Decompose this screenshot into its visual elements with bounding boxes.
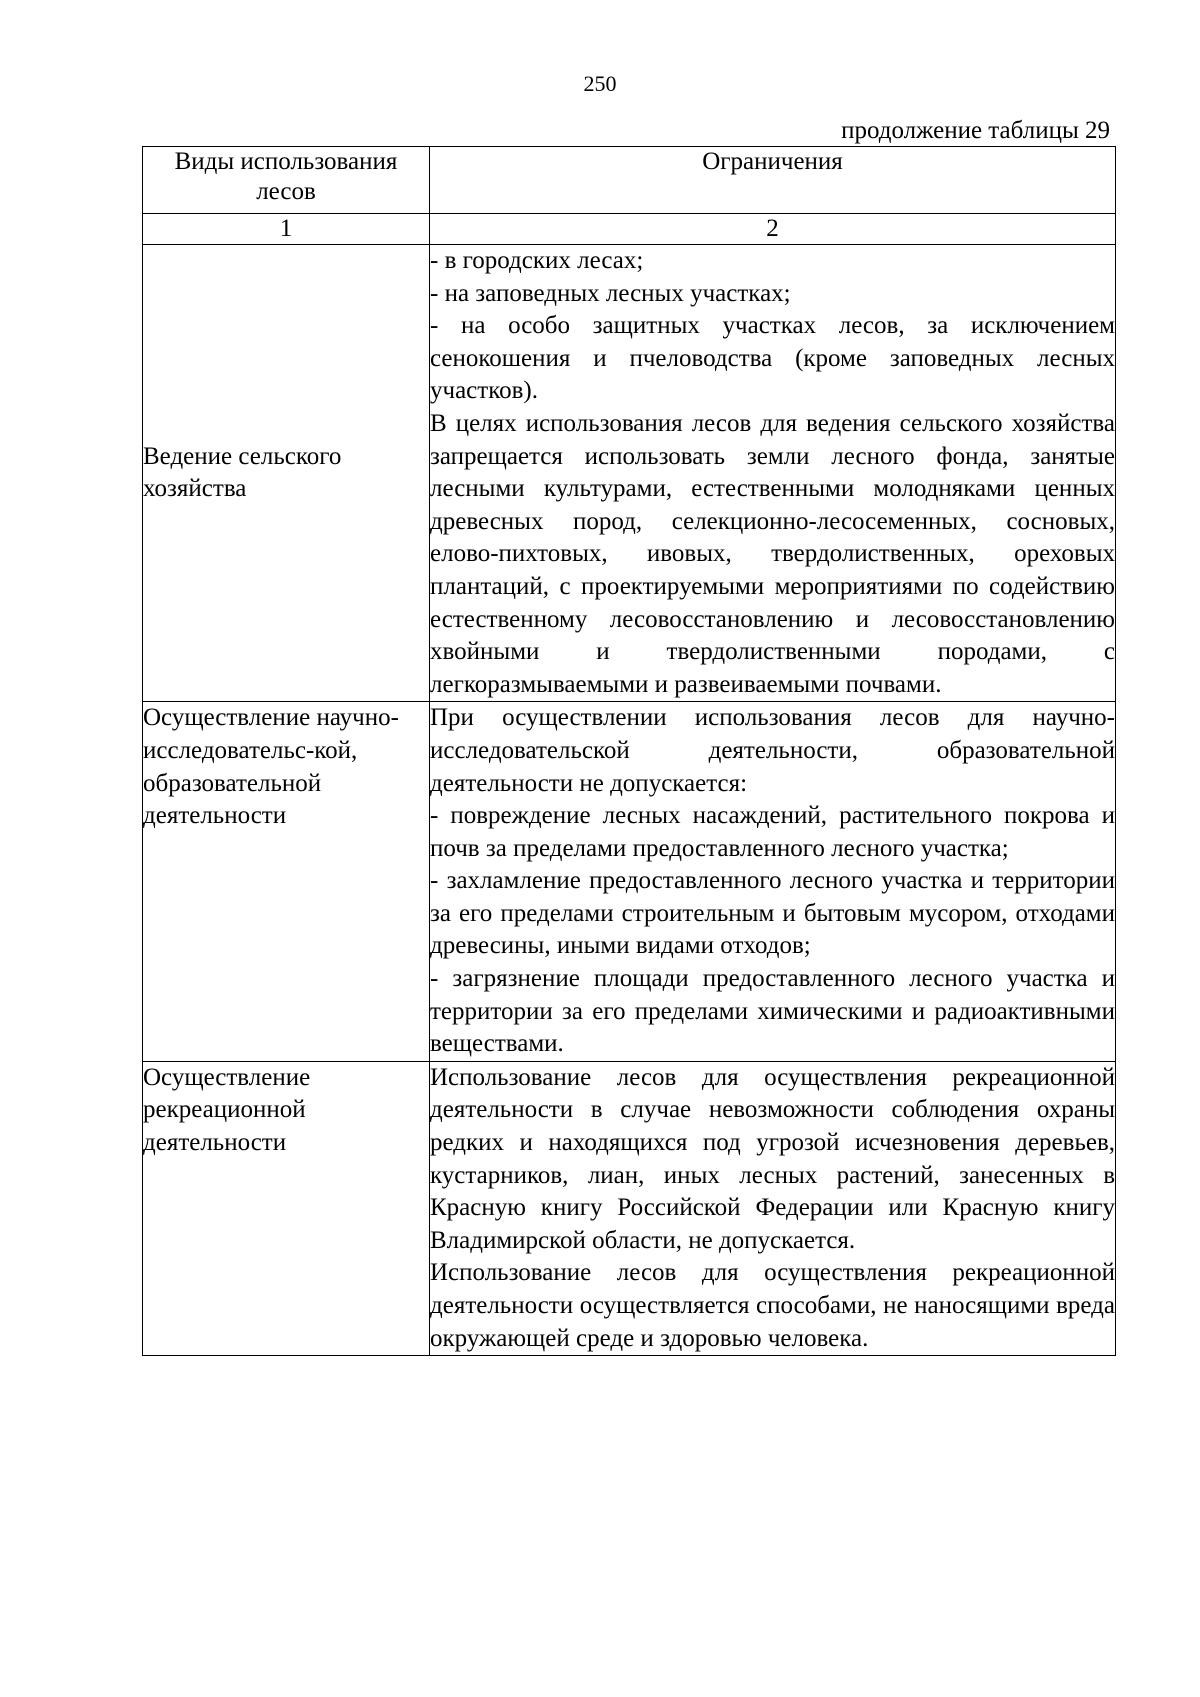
forest-use-restrictions-table [142,146,1116,1356]
table-row-agriculture [143,245,1116,702]
table-row-research-education [143,702,1116,1062]
table-continuation-caption: продолжение таблицы 29 [841,117,1110,144]
forest-use-type-label: Осуществление научно-исследовательс-кой, образовательной деятельности [143,704,399,830]
header-restrictions: Ограничения [430,147,1116,214]
restriction-paragraph: - повреждение лесных насаждений, растительного покрова и почв за пределами предоставленного лесного участка; [430,802,1115,862]
column-number-1: 1 [143,214,430,245]
table-header-row [143,147,1116,214]
forest-use-type-cell [143,1061,430,1355]
restriction-paragraph: - загрязнение площади предоставленного лесного участка и территории за его пределами химическими и радиоактивными веществами. [430,965,1115,1058]
restriction-paragraph: При осуществлении использования лесов для научно-исследовательской деятельности, образовательной деятельности не допускается: [430,704,1115,797]
forest-use-type-label: Ведение сельского хозяйства [143,442,342,503]
restrictions-cell [430,1061,1116,1355]
restriction-paragraph: - в городских лесах; [430,247,644,274]
forest-use-type-cell [143,702,430,1062]
forest-use-type-label: Осуществление рекреационной деятельности [143,1063,311,1157]
restriction-paragraph: - на особо защитных участках лесов, за исключением сенокошения и пчеловодства (кроме заповедных лесных участков). [430,312,1115,405]
restriction-paragraph: Использование лесов для осуществления рекреационной деятельности в случае невозможности соблюдения охраны редких и находящихся под угрозой исчезновения деревьев, кустарников, лиан, иных лесных растений, занесенных в Красную книгу Российской Федерации или Красную книгу Владимирской области, не допускается. [430,1063,1115,1254]
forest-use-type-cell [143,245,430,702]
restriction-paragraph: - на заповедных лесных участках; [430,279,791,307]
restrictions-cell [430,702,1116,1062]
column-number-2: 2 [430,214,1116,245]
column-number-row [143,214,1116,245]
header-forest-use-types-label: Виды использования лесов [174,148,398,205]
restrictions-cell [430,245,1116,702]
table-row-recreation [143,1061,1116,1355]
header-forest-use-types [143,147,430,214]
page-number: 250 [583,71,617,96]
restriction-paragraph: В целях использования лесов для ведения сельского хозяйства запрещается использовать земли лесного фонда, занятые лесными культурами, естественными молодняками ценных древесных пород, селекционно-лесосеменных, сосновых, елово-пихтовых, ивовых, твердолиственных, ореховых плантаций, с проектируемыми мероприятиями по содействию естественному лесовосстановлению и лесовосстановлению хвойными и твердолиственными породами, с легкоразмываемыми и развеиваемыми почвами. [430,409,1115,698]
restriction-paragraph: Использование лесов для осуществления рекреационной деятельности осуществляется способами, не наносящими вреда окружающей среде и здоровью человека. [430,1259,1115,1352]
restriction-paragraph: - захламление предоставленного лесного участка и территории за его пределами строительным и бытовым мусором, отходами древесины, иными видами отходов; [430,867,1115,960]
